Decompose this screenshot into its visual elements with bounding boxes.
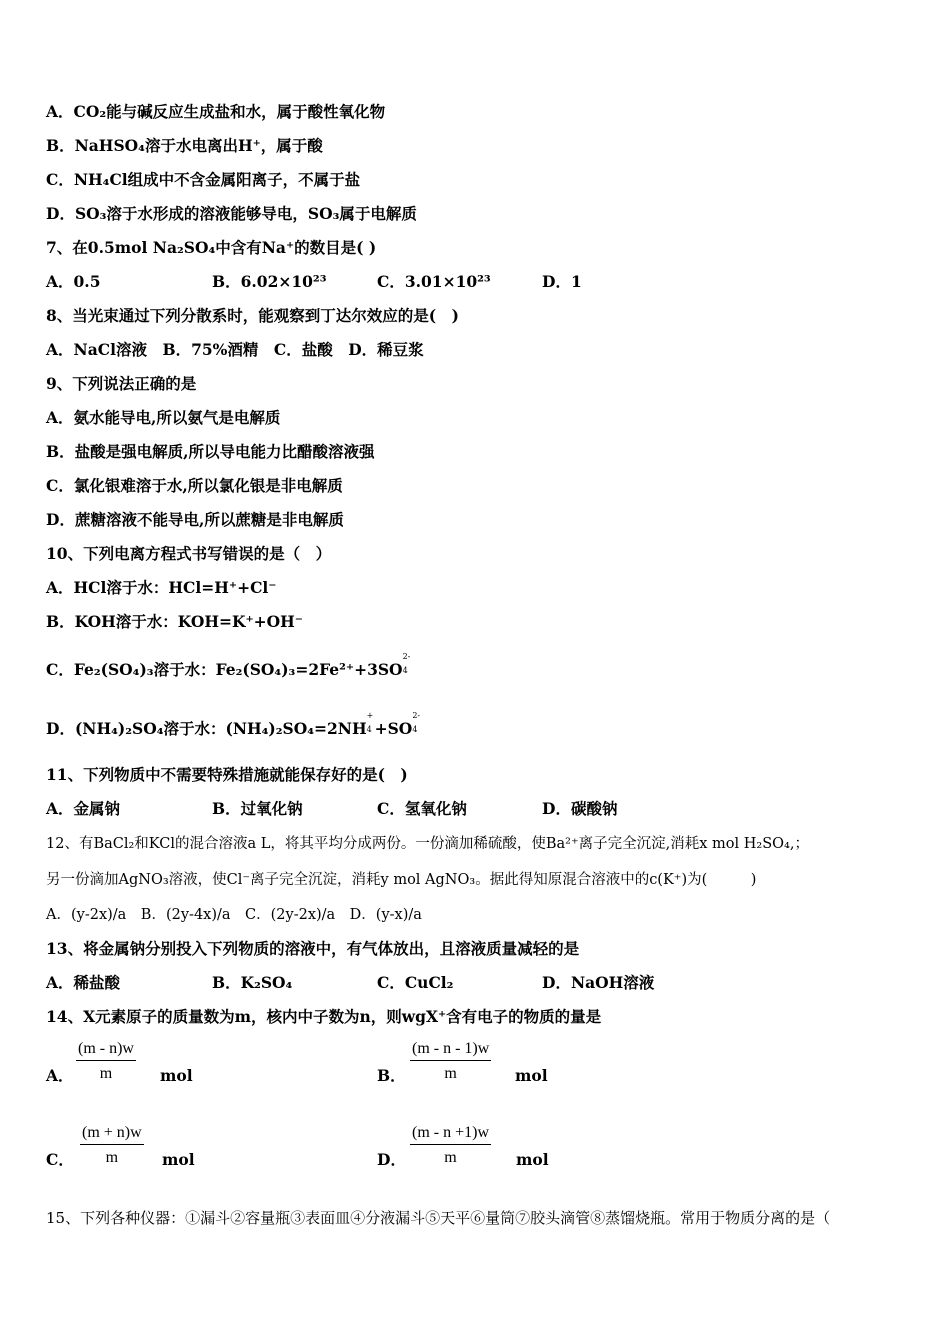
q14-b-unit: mol [515, 1066, 548, 1085]
q10-option-c [46, 652, 411, 681]
q14-option-c-label: C． [46, 1150, 74, 1169]
q14-stem: 14、X元素原子的质量数为m，核内中子数为n，则wgX⁺含有电子的物质的量是 [46, 1007, 602, 1026]
q13-stem: 13、将金属钠分别投入下列物质的溶液中，有气体放出，且溶液质量减轻的是 [46, 939, 580, 958]
sulfate-charge: 2- 4 [402, 652, 411, 675]
q14-c-denominator: m [105, 1149, 119, 1166]
q10-option-b: B．KOH溶于水：KOH=K⁺+OH⁻ [46, 612, 303, 631]
q7-option-b: B．6.02×10²³ [212, 272, 327, 291]
q6-option-c: C．NH₄Cl组成中不含金属阳离子，不属于盐 [46, 170, 361, 189]
q7-stem: 7、在0.5mol Na₂SO₄中含有Na⁺的数目是( ) [46, 238, 377, 257]
q7-option-d: D．1 [542, 272, 582, 291]
q10-option-a: A．HCl溶于水：HCl=H⁺+Cl⁻ [46, 578, 277, 597]
q15-stem: 15、下列各种仪器：①漏斗②容量瓶③表面皿④分液漏斗⑤天平⑥量筒⑦胶头滴管⑧蒸馏烧瓶。常用于物质分离的是（ [46, 1209, 831, 1227]
q11-option-b: B．过氧化钠 [212, 799, 303, 818]
q12-options: A．(y-2x)/a B．(2y-4x)/a C．(2y-2x)/a D．(y-x)/a [46, 907, 422, 923]
q11-option-c: C．氢氧化钠 [377, 799, 467, 818]
q10-option-d-text: D．(NH₄)₂SO₄溶于水：(NH₄)₂SO₄=2NH [46, 719, 367, 738]
q14-option-a-label: A． [46, 1066, 74, 1085]
q14-b-numerator: (m - n - 1)w [410, 1040, 491, 1061]
q14-option-b-fraction [410, 1040, 491, 1083]
q9-option-b: B．盐酸是强电解质,所以导电能力比醋酸溶液强 [46, 442, 375, 461]
q10-option-d-sulfate: +SO [374, 719, 413, 738]
q11-stem: 11、下列物质中不需要特殊措施就能保存好的是( ) [46, 765, 408, 784]
q10-option-d [46, 711, 421, 740]
q7-option-a: A．0.5 [46, 272, 101, 291]
q14-option-b-label: B． [377, 1066, 406, 1085]
q14-option-a-fraction [76, 1040, 136, 1083]
q9-option-a: A．氨水能导电,所以氨气是电解质 [46, 408, 281, 427]
sulfate-charge-d: 2- 4 [412, 711, 421, 734]
q7-option-c: C．3.01×10²³ [377, 272, 491, 291]
q9-option-d: D．蔗糖溶液不能导电,所以蔗糖是非电解质 [46, 510, 344, 529]
q8-options: A．NaCl溶液 B．75%酒精 C．盐酸 D．稀豆浆 [46, 340, 424, 359]
q14-d-numerator: (m - n +1)w [410, 1124, 491, 1145]
q13-option-b: B．K₂SO₄ [212, 973, 293, 992]
q10-stem: 10、下列电离方程式书写错误的是（ ） [46, 544, 332, 563]
q6-option-a: A．CO₂能与碱反应生成盐和水，属于酸性氧化物 [46, 102, 386, 121]
q10-option-c-text: C．Fe₂(SO₄)₃溶于水：Fe₂(SO₄)₃=2Fe²⁺+3SO [46, 660, 403, 679]
q13-option-d: D．NaOH溶液 [542, 973, 655, 992]
q13-option-c: C．CuCl₂ [377, 973, 454, 992]
q13-option-a: A．稀盐酸 [46, 973, 121, 992]
q14-a-denominator: m [99, 1065, 113, 1082]
q14-d-unit: mol [516, 1150, 549, 1169]
q14-option-d-label: D． [377, 1150, 406, 1169]
q6-option-d: D．SO₃溶于水形成的溶液能够导电，SO₃属于电解质 [46, 204, 417, 223]
q14-a-unit: mol [160, 1066, 193, 1085]
ammonium-charge: + 4 [366, 711, 374, 734]
q9-option-c: C．氯化银难溶于水,所以氯化银是非电解质 [46, 476, 343, 495]
q12-line-2: 另一份滴加AgNO₃溶液，使Cl⁻离子完全沉淀，消耗y mol AgNO₃。据此得知原混合溶液中的c(K⁺)为( ) [46, 872, 757, 888]
q14-c-unit: mol [162, 1150, 195, 1169]
q9-stem: 9、下列说法正确的是 [46, 374, 197, 393]
q14-option-d-fraction [410, 1124, 491, 1167]
q14-d-denominator: m [444, 1149, 457, 1166]
q11-option-d: D．碳酸钠 [542, 799, 618, 818]
q14-a-numerator: (m - n)w [76, 1040, 136, 1061]
q14-option-c-fraction [80, 1124, 144, 1167]
q12-line-1: 12、有BaCl₂和KCl的混合溶液a L，将其平均分成两份。一份滴加稀硫酸，使Ba²⁺离子完全沉淀,消耗x mol H₂SO₄,； [46, 836, 809, 852]
q8-stem: 8、当光束通过下列分散系时，能观察到丁达尔效应的是( ) [46, 306, 459, 325]
q11-option-a: A．金属钠 [46, 799, 121, 818]
q6-option-b: B．NaHSO₄溶于水电离出H⁺，属于酸 [46, 136, 323, 155]
q14-b-denominator: m [444, 1065, 457, 1082]
q14-c-numerator: (m + n)w [80, 1124, 144, 1145]
